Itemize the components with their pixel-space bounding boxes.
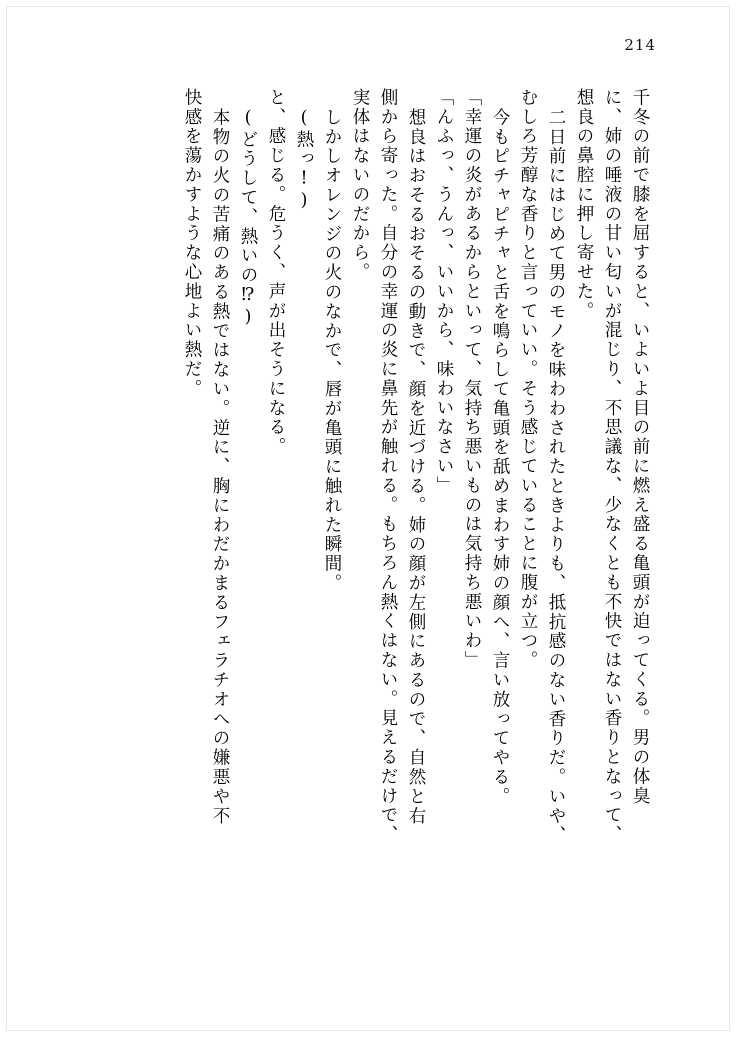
text-column: に、姉の唾液の甘い匂いが混じり、不思議な、少なくとも不快ではない香りとなって、 (602, 88, 622, 845)
text-column: と、感じる。危うく、声が出そうになる。 (266, 88, 286, 457)
text-column: 本物の火の苦痛のある熱ではない。逆に、胸にわだかまるフェラチオへの嫌悪や不 (210, 108, 230, 826)
text-column: 二日前にはじめて男のモノを味わわされたときよりも、抵抗感のない香りだ。いや、 (546, 108, 566, 846)
text-column: 側から寄った。自分の幸運の炎に鼻先が触れる。もちろん熱くはない。見えるだけで、 (378, 88, 398, 845)
page-number: 214 (624, 36, 656, 54)
text-column: 「んふっ、うんっ、いいから、味わいなさい」 (434, 88, 454, 496)
text-column: 想良の鼻腔に押し寄せた。 (574, 88, 594, 321)
text-column: 今もピチャピチャと舌を鳴らして亀頭を舐めまわす姉の顔へ、言い放ってやる。 (490, 108, 510, 807)
text-column: 千冬の前で膝を屈すると、いよいよ目の前に燃え盛る亀頭が迫ってくる。男の体臭 (630, 88, 650, 806)
text-column: 実体はないのだから。 (350, 88, 370, 282)
text-column: (どうして、熱いの⁉) (238, 108, 258, 329)
text-column: (熱っ!) (294, 108, 314, 213)
novel-body-text (96, 88, 648, 968)
text-column: むしろ芳醇な香りと言っていい。そう感じていることに腹が立つ。 (518, 88, 538, 670)
text-column: 「幸運の炎があるからといって、気持ち悪いものは気持ち悪いわ」 (462, 88, 482, 670)
text-column: しかしオレンジの火のなかで、唇が亀頭に触れた瞬間。 (322, 108, 342, 593)
text-column: 快感を蕩かすような心地よい熱だ。 (182, 88, 202, 399)
text-column: 想良はおそるおそるの動きで、顔を近づける。姉の顔が左側にあるので、自然と右 (406, 108, 426, 826)
